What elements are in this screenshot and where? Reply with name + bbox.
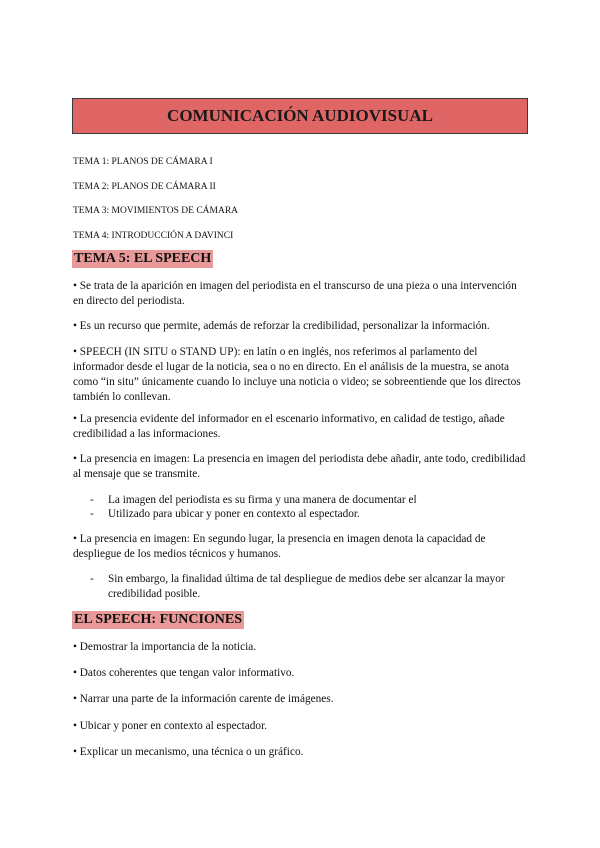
paragraph: • La presencia en imagen: En segundo lugar, la presencia en imagen denota la capacidad de despliegue de los medios técnicos y humanos. xyxy=(73,533,486,560)
list-item: • Narrar una parte de la información carente de imágenes. xyxy=(73,693,334,705)
toc-item: TEMA 3: MOVIMIENTOS DE CÁMARA xyxy=(73,206,239,216)
list-item: • Ubicar y poner en contexto al espectador. xyxy=(73,720,268,732)
paragraph: • SPEECH (IN SITU o STAND UP): en latín o en inglés, nos referimos al parlamento del informador desde el lugar de la noticia, sea o no en directo. En el análisis de la muestra, se anota como “in situ” únicamente cuando lo incluye una noticia o video; se sobreentiende que los directos también lo conllevan. xyxy=(73,346,521,403)
dash-item-text: Sin embargo, la finalidad última de tal despliegue de medios debe ser alcanzar la mayor credibilidad posible. xyxy=(108,573,505,600)
dash-bullet: - xyxy=(90,508,94,520)
toc-item: TEMA 4: INTRODUCCIÓN A DAVINCI xyxy=(73,230,234,241)
toc-item: TEMA 1: PLANOS DE CÁMARA I xyxy=(73,157,213,167)
dash-item-text: La imagen del periodista es su firma y una manera de documentar el xyxy=(108,494,417,506)
toc-item: TEMA 2: PLANOS DE CÁMARA II xyxy=(73,181,216,192)
table-of-contents xyxy=(73,156,238,254)
list-item: • Datos coherentes que tengan valor informativo. xyxy=(73,667,295,679)
document-title: COMUNICACIÓN AUDIOVISUAL xyxy=(72,98,528,134)
dash-item-text: Utilizado para ubicar y poner en contexto al espectador. xyxy=(108,508,360,520)
section-heading-speech: TEMA 5: EL SPEECH xyxy=(74,251,212,266)
section-heading-funciones: EL SPEECH: FUNCIONES xyxy=(74,612,243,627)
dash-list-item xyxy=(90,507,520,522)
dash-list-item xyxy=(90,572,520,602)
paragraph: • Se trata de la aparición en imagen del periodista en el transcurso de una pieza o una intervención en directo del periodista. xyxy=(73,280,517,307)
dash-list-item xyxy=(90,493,520,508)
dash-bullet: - xyxy=(90,494,94,506)
list-item: • Explicar un mecanismo, una técnica o un gráfico. xyxy=(73,746,304,758)
paragraph: • Es un recurso que permite, además de reforzar la credibilidad, personalizar la información. xyxy=(73,320,490,332)
paragraph: • La presencia en imagen: La presencia en imagen del periodista debe añadir, ante todo, credibilidad al mensaje que se transmite. xyxy=(73,453,526,480)
dash-bullet: - xyxy=(90,573,94,585)
list-item: • Demostrar la importancia de la noticia. xyxy=(73,641,257,653)
paragraph: • La presencia evidente del informador en el escenario informativo, en calidad de testigo, añade credibilidad a las informaciones. xyxy=(73,413,505,440)
